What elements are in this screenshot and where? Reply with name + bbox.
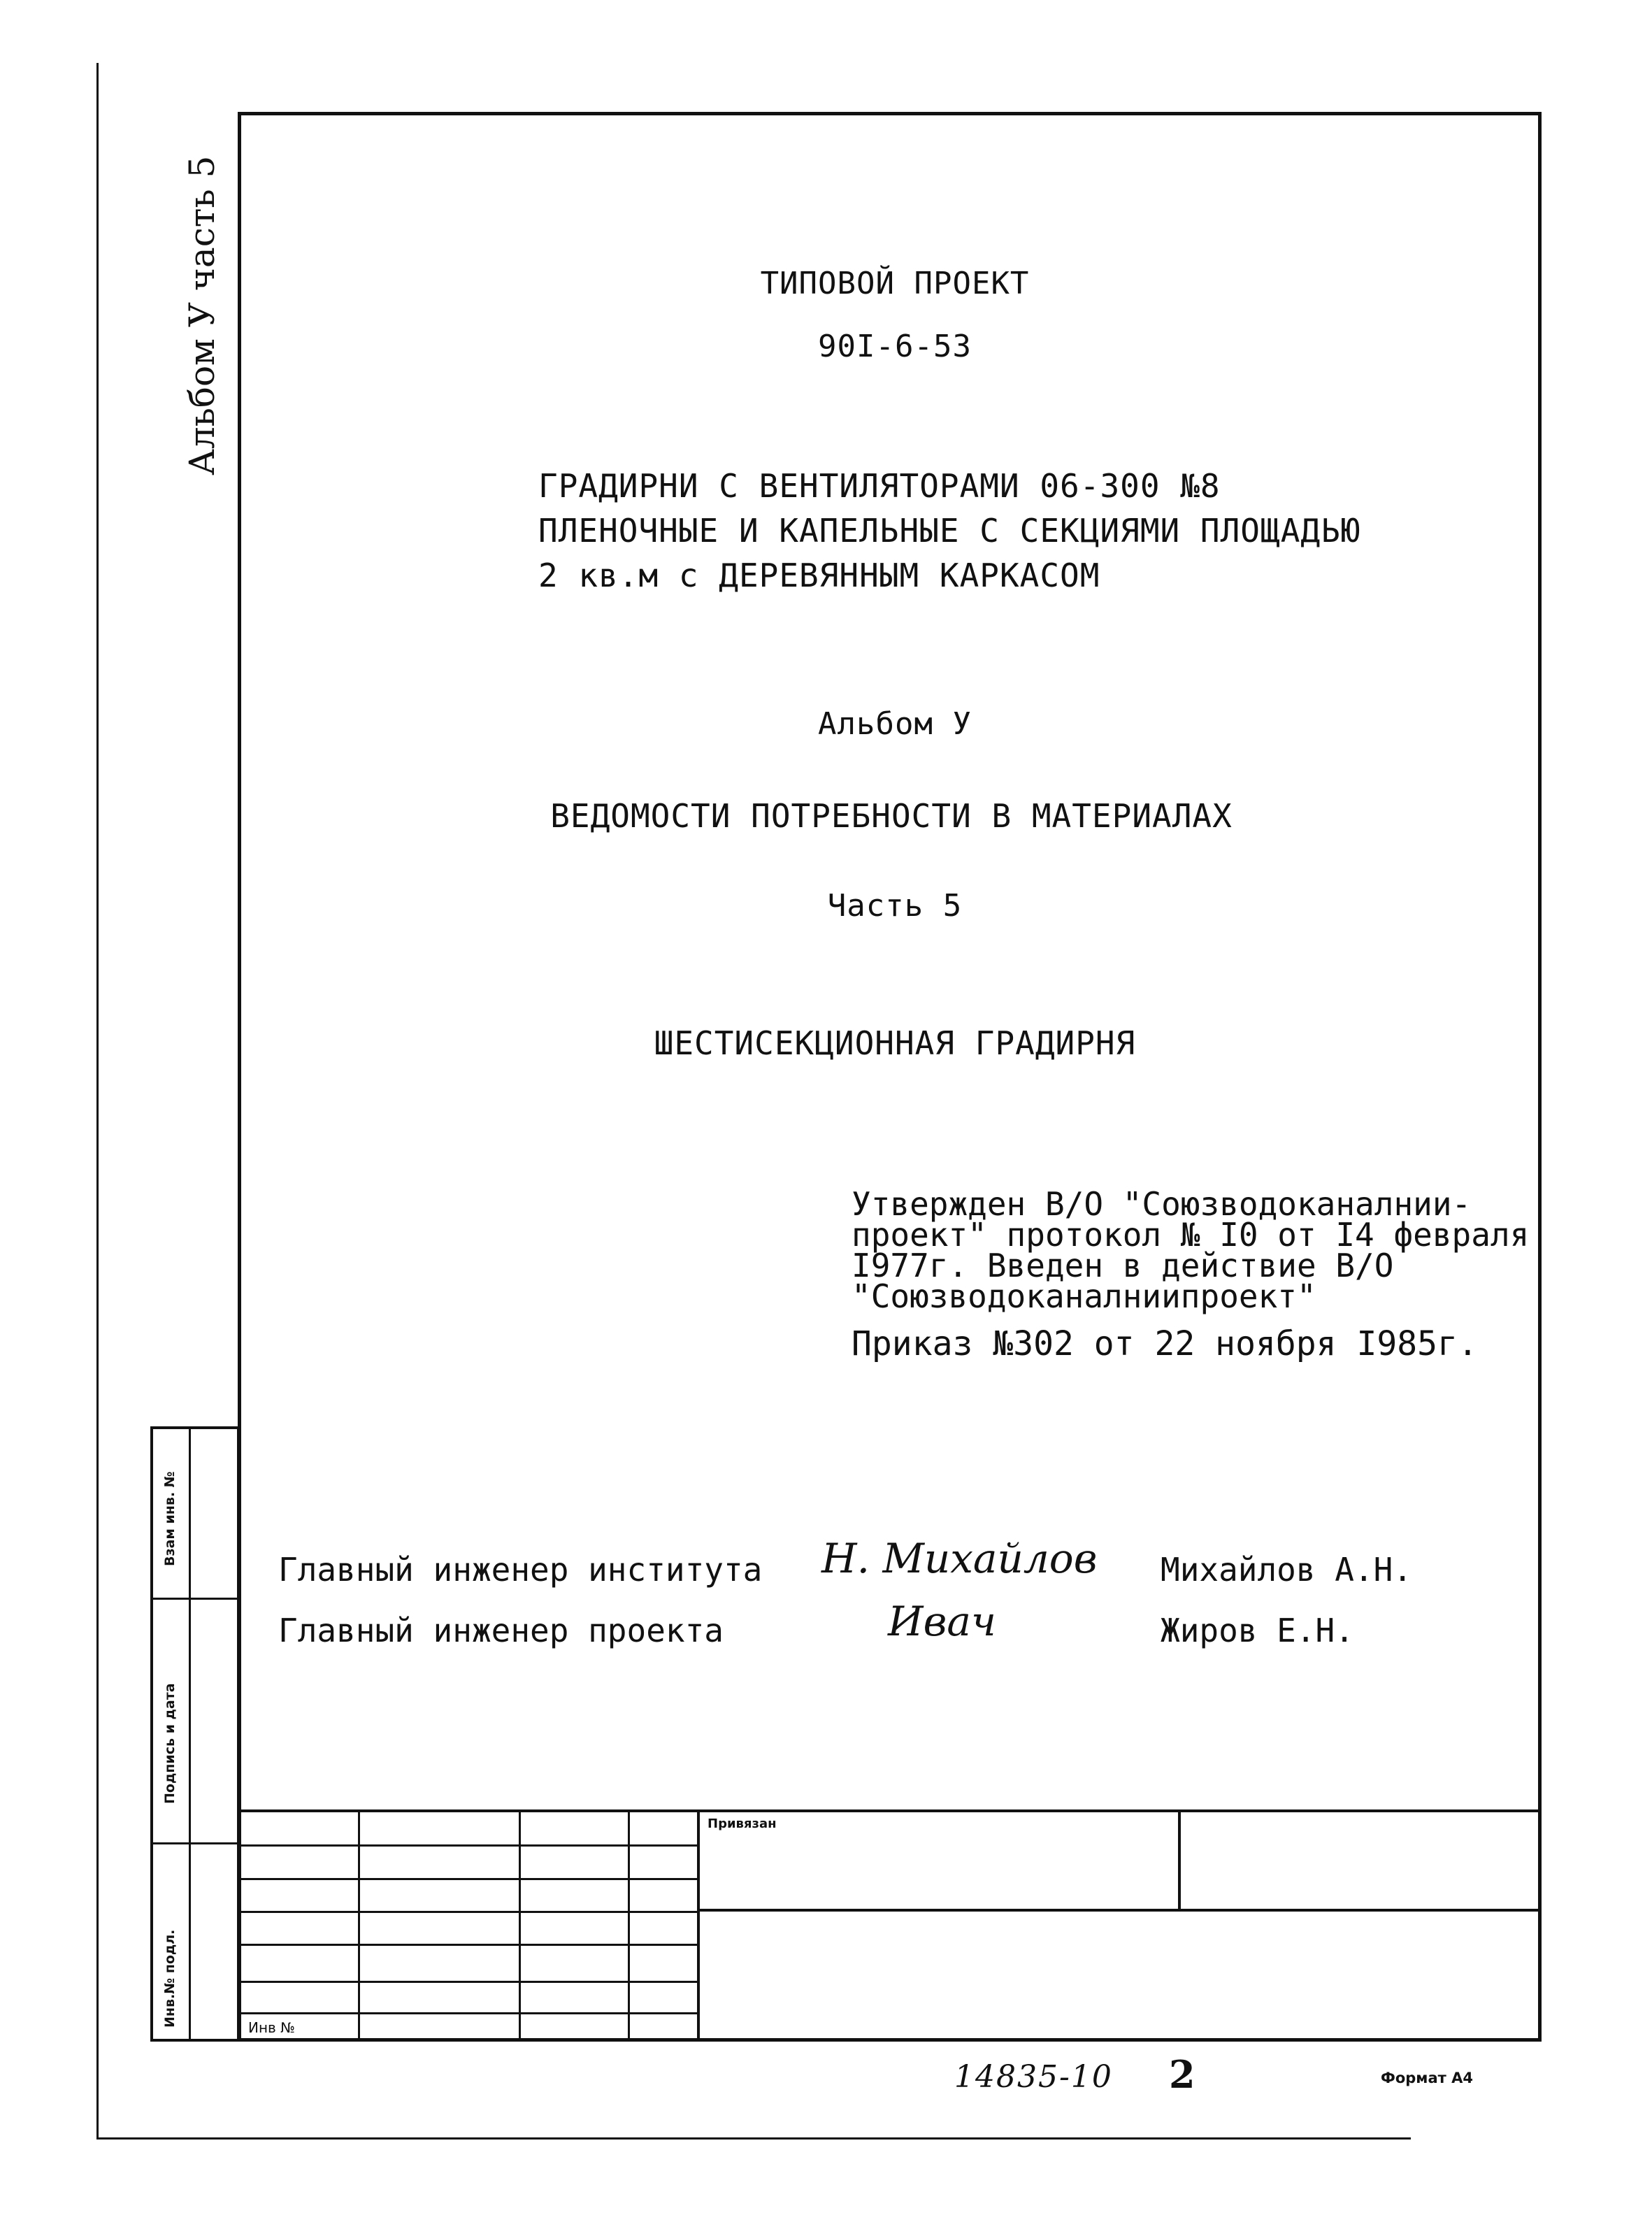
tb-inv-no-label: Инв № (248, 2019, 295, 2036)
footer-doc-number: 14835-10 (954, 2059, 1113, 2095)
tb-row-2 (238, 1878, 699, 1880)
tb-privyazan-label: Привязан (708, 1816, 777, 1831)
tb-row-1 (238, 1844, 699, 1847)
tb-row-5 (238, 1981, 699, 1983)
signature-role-1: Главный инженер института (278, 1551, 763, 1589)
margin-podpis-label: Подпись и дата (162, 1683, 178, 1804)
signature-name-1: Михайлов А.Н. (1161, 1551, 1413, 1589)
approval-line4: "Союзводоканалниипроект" (852, 1277, 1316, 1315)
tb-right-divider-v (1178, 1809, 1181, 1911)
margin-stamp-divider-h2 (150, 1842, 240, 1844)
title-line1: ТИПОВОЙ ПРОЕКТ (760, 266, 1030, 301)
drawing-frame (238, 112, 1542, 2042)
tb-row-4 (238, 1944, 699, 1946)
tb-row-3 (238, 1911, 699, 1913)
section-title: ШЕСТИСЕКЦИОННАЯ ГРАДИРНЯ (654, 1024, 1136, 1062)
approval-line3: I977г. Введен в действие В/О (852, 1247, 1394, 1284)
margin-stamp-divider-h1 (150, 1598, 240, 1600)
signature-name-2: Жиров Е.Н. (1161, 1612, 1354, 1649)
title-line2: 90I-6-53 (818, 329, 972, 364)
description-line2: ПЛЕНОЧНЫЕ И КАПЕЛЬНЫЕ С СЕКЦИЯМИ ПЛОЩАДЬЮ (538, 512, 1361, 550)
tb-right-divider-h (697, 1909, 1542, 1912)
approval-line5: Приказ №302 от 22 ноября I985г. (852, 1324, 1478, 1363)
side-label: Альбом У часть 5 (182, 155, 222, 475)
footer-sheet-number: 2 (1169, 2052, 1195, 2097)
approval-line2: проект" протокол № I0 от I4 февраля (852, 1216, 1530, 1254)
description-line3: 2 кв.м с ДЕРЕВЯННЫМ КАРКАСОМ (538, 557, 1100, 594)
footer-format: Формат А4 (1381, 2070, 1473, 2086)
signature-handwriting-2: Ивач (888, 1598, 996, 1645)
title-block-top (238, 1809, 1542, 1812)
page-bottom-edge (96, 2137, 1411, 2140)
margin-stamp-divider-v (189, 1426, 191, 2042)
tb-row-6 (238, 2012, 699, 2014)
album-title: ВЕДОМОСТИ ПОТРЕБНОСТИ В МАТЕРИАЛАХ (550, 797, 1233, 835)
approval-line1: Утвержден В/О "Союзводоканалнии- (852, 1185, 1472, 1223)
signature-handwriting-1: Н. Михайлов (821, 1535, 1098, 1582)
description-line1: ГРАДИРНИ С ВЕНТИЛЯТОРАМИ 06-300 №8 (538, 467, 1221, 505)
signature-role-2: Главный инженер проекта (278, 1612, 724, 1649)
album-label: Альбом У (818, 706, 972, 742)
page-left-edge (96, 63, 99, 2140)
margin-vzam-label: Взам инв. № (162, 1471, 178, 1566)
part-label: Часть 5 (827, 888, 963, 924)
margin-inv-podl-label: Инв.№ подл. (162, 1929, 178, 2028)
